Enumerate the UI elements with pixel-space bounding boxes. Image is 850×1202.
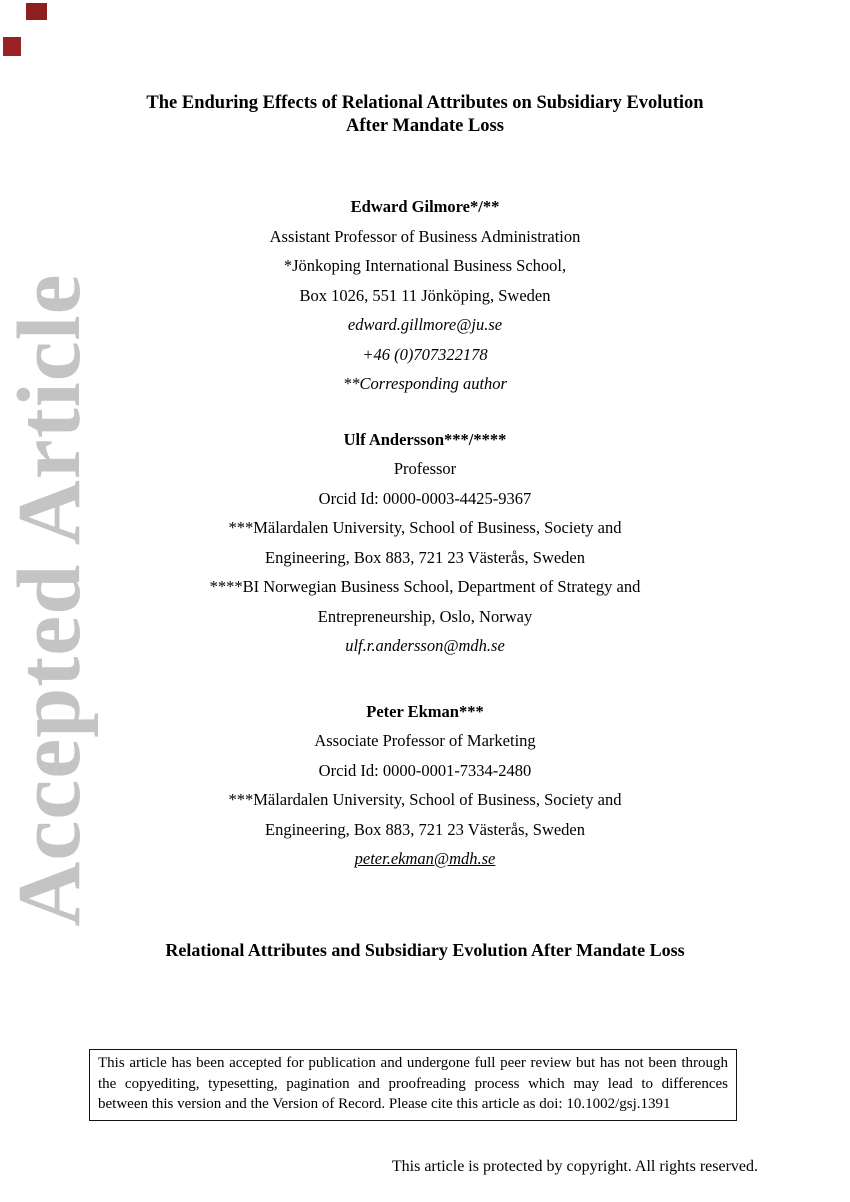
author-email-link[interactable]: peter.ekman@mdh.se [354, 849, 496, 868]
red-square-marker-2 [3, 37, 21, 56]
author-address: Box 1026, 551 11 Jönköping, Sweden [299, 285, 551, 305]
acceptance-disclaimer-box: This article has been accepted for publication and undergone full peer review but has not been through the copyediting, typesetting, pagination and proofreading process which may lead to differences between this version and the Version of Record. Please cite this article as doi: 10.1002/gsj.1391 [89, 1049, 737, 1121]
author-orcid: Orcid Id: 0000-0003-4425-9367 [318, 488, 532, 508]
accepted-article-watermark: Accepted Article [0, 273, 99, 927]
corresponding-author-note: **Corresponding author [343, 374, 507, 393]
author-email: edward.gillmore@ju.se [347, 315, 503, 334]
author-address: Engineering, Box 883, 721 23 Västerås, Sweden [264, 547, 586, 567]
paper-title-line-1: The Enduring Effects of Relational Attributes on Subsidiary Evolution [146, 93, 704, 113]
author-name: Ulf Andersson***/**** [343, 429, 507, 449]
author-block-ekman [0, 697, 850, 874]
author-role: Assistant Professor of Business Administration [269, 226, 581, 246]
author-name: Edward Gilmore*/** [350, 197, 500, 216]
author-block-andersson [0, 425, 850, 661]
author-role: Professor [393, 459, 457, 478]
paper-title-line-2: After Mandate Loss [346, 116, 504, 136]
author-role: Associate Professor of Marketing [314, 731, 536, 750]
author-email: ulf.r.andersson@mdh.se [345, 636, 505, 655]
paper-title [0, 92, 850, 138]
author-address: Engineering, Box 883, 721 23 Västerås, Sweden [264, 819, 586, 839]
author-phone: +46 (0)707322178 [362, 344, 488, 364]
author-affiliation: ***Mälardalen University, School of Business, Society and [228, 790, 622, 809]
author-affiliation: ***Mälardalen University, School of Business, Society and [228, 518, 622, 537]
author-blocks [0, 192, 850, 874]
author-address-2: Entrepreneurship, Oslo, Norway [317, 606, 533, 626]
author-block-gilmore [0, 192, 850, 399]
author-orcid: Orcid Id: 0000-0001-7334-2480 [318, 760, 532, 780]
red-square-marker-1 [26, 3, 47, 20]
author-name: Peter Ekman*** [366, 701, 484, 721]
running-head: Relational Attributes and Subsidiary Evolution After Mandate Loss [165, 940, 685, 960]
author-affiliation-2: ****BI Norwegian Business School, Department of Strategy and [209, 577, 641, 596]
copyright-footer: This article is protected by copyright. All rights reserved. [391, 1158, 758, 1175]
author-affiliation: *Jönkoping International Business School, [283, 256, 567, 275]
